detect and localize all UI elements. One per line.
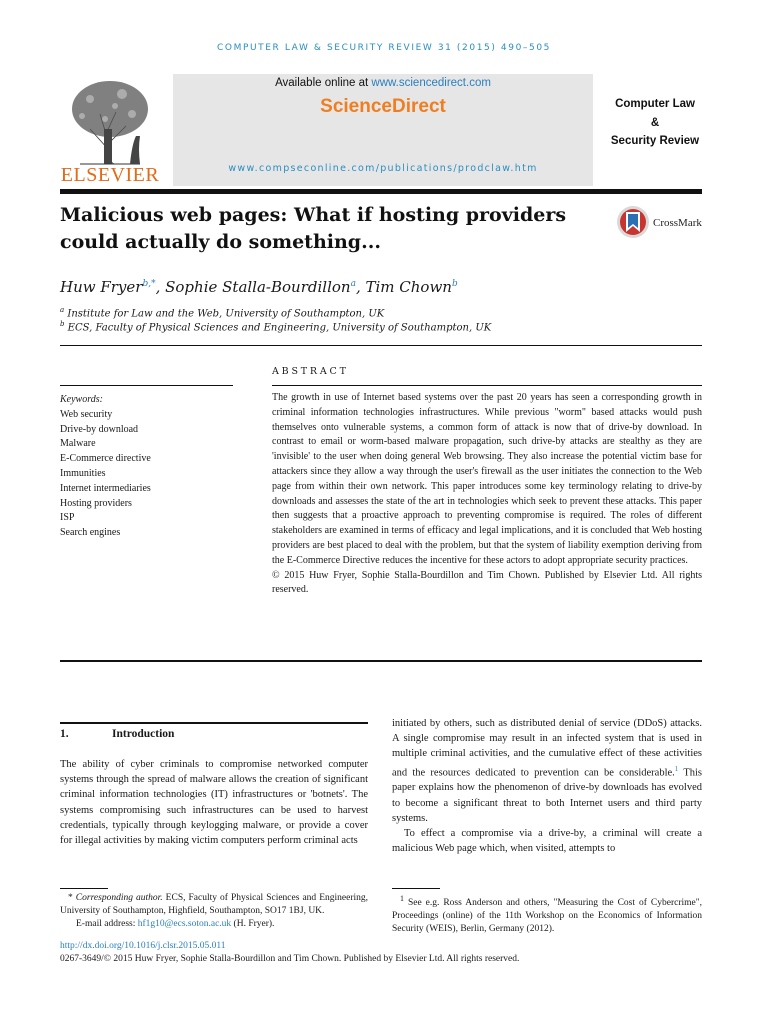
abstract-heading: ABSTRACT — [272, 366, 349, 377]
affiliation-text: ECS, Faculty of Physical Sciences and Engineering, University of Southampton, UK — [67, 322, 492, 334]
footnote-1 — [392, 892, 702, 936]
affiliation-text: Institute for Law and the Web, University of Southampton, UK — [67, 308, 385, 320]
abstract-body — [272, 391, 702, 598]
author-affiliation-marker[interactable]: b,* — [142, 279, 156, 289]
author-name: Sophie Stalla-Bourdillon — [165, 278, 351, 296]
body-paragraph: To effect a compromise via a drive-by, a criminal will create a malicious Web page which, when visited, attempts to — [392, 827, 702, 855]
journal-name-line: Security Review — [610, 135, 700, 147]
available-online-label: Available online at — [275, 77, 372, 89]
author-affiliation-marker[interactable]: b — [451, 279, 458, 289]
body-paragraph — [392, 716, 702, 826]
journal-name-line: Computer Law — [615, 98, 695, 110]
crossmark-label[interactable]: CrossMark — [653, 217, 702, 229]
footnote-marker: 1 — [400, 894, 404, 903]
abstract-copyright: © 2015 Huw Fryer, Sophie Stalla-Bourdillon and Tim Chown. Published by Elsevier Ltd. All rights reserved. — [272, 569, 702, 596]
sciencedirect-wordmark: ScienceDirect — [320, 96, 446, 117]
elsevier-logo-word: ELSEVIER — [60, 164, 160, 186]
footnote-line — [392, 892, 702, 936]
footnote-rule — [392, 888, 440, 889]
footnote-corresponding-author — [60, 892, 368, 931]
body-text: initiated by others, such as distributed denial of service (DDoS) attacks. A single compromise may result in an infected system that is used in multiple criminal activities, and the cumulative effect of these activities and the resources dedicated to prevention can be considerable. — [392, 718, 702, 779]
keywords-block — [60, 393, 240, 541]
keyword: Immunities — [60, 467, 106, 479]
section-number: 1. — [60, 728, 69, 740]
section-heading-rule — [60, 722, 368, 724]
footnote-email-line — [60, 918, 368, 931]
keyword: Web security — [60, 408, 113, 420]
affiliation — [60, 320, 700, 333]
keyword: E-Commerce directive — [60, 453, 151, 465]
keyword: Drive-by download — [60, 423, 139, 435]
header-rule — [60, 189, 702, 194]
title-line: could actually do something... — [60, 231, 381, 253]
keywords-title: Keywords: — [60, 394, 103, 405]
body-text: This paper explains how the phenomenon of drive-by downloads has evolved to become a significant threat to both Internet users and third party systems. — [392, 767, 702, 824]
author-name: Huw Fryer — [60, 278, 143, 296]
journal-name — [600, 95, 710, 151]
affiliation-marker: a — [60, 306, 65, 314]
keyword: Internet intermediaries — [60, 482, 151, 494]
journal-url-link[interactable]: www.compseconline.com/publications/prodclaw.htm — [228, 163, 538, 174]
affiliation — [60, 306, 700, 319]
footnote-marker: * — [68, 893, 76, 903]
footnote-label: Corresponding author. — [75, 893, 163, 903]
sciencedirect-link[interactable]: www.sciencedirect.com — [371, 77, 491, 89]
abstract-end-rule — [60, 660, 702, 662]
footnote-text: See e.g. Ross Anderson and others, "Measuring the Cost of Cybercrime", Proceedings (online) of the 11th Workshop on the Economics of Information Security (WEIS), Berlin, Germany (2012). — [392, 898, 702, 935]
author-list — [60, 278, 700, 296]
body-paragraph: The ability of cyber criminals to compromise networked computer systems through the spread of malware allows the creation of significant criminal information technologies (IT) infrastructures or 'botnets'. The systems compromising such infrastructures can be used to harvest credentials, typically through keylogging malware, or provide a cover for illegal activities by making victim computers perform criminal acts — [60, 759, 368, 847]
keyword: Malware — [60, 438, 96, 450]
footnote-ref[interactable]: 1 — [674, 764, 679, 773]
email-label: E-mail address: — [76, 919, 138, 929]
issn-copyright: 0267-3649/© 2015 Huw Fryer, Sophie Stalla-Bourdillon and Tim Chown. Published by Elsevier Ltd. All rights reserved. — [60, 954, 520, 964]
author-name: Tim Chown — [365, 278, 452, 296]
available-online — [173, 77, 593, 89]
abstract-rule — [272, 385, 702, 386]
body-column-left — [60, 757, 368, 848]
section-heading — [60, 728, 174, 740]
author-separator: , — [355, 278, 366, 296]
footnote-rule — [60, 888, 108, 889]
keyword: ISP — [60, 512, 75, 524]
journal-name-line: & — [650, 116, 660, 129]
footnote-line — [60, 892, 368, 918]
footnote-text: ECS, Faculty of Physical Sciences and Engineering, University of Southampton, Highfield, Southampton, SO17 1BJ, UK. — [60, 893, 369, 916]
author-separator: , — [155, 278, 166, 296]
abstract-text: The growth in use of Internet based systems over the past 20 years has seen a corresponding growth in criminal information technologies infrastructures. While previous "worm" based attacks would push themselves onto vulnerable systems, a common form of attack is now that of drive-by download. In contrast to email or worm-based malware propagation, such drive-by attacks are stealthy as they are 'invisible' to the user when doing general Web browsing. They also increase the potential victim base for attackers since they allow a way through the user's firewall as the user initiates the connection to the Web page from within their own network. This paper introduces some key terminology relating to drive-by downloads and assesses the state of the art in technologies which seek to prevent these attacks. This paper then suggests that a proactive approach to preventing compromise is required. The roles of different stakeholders are examined in terms of efficacy and legal implications, and it is concluded that Web hosting providers are best placed to deal with the problem, but that the system of liability exemption deriving from the E-Commerce Directive reduces the incentive for these actors to adopt appropriate security practices. — [272, 392, 702, 566]
body-column-right — [392, 716, 702, 856]
keyword: Hosting providers — [60, 497, 132, 509]
section-rule — [60, 345, 702, 346]
article-title — [60, 202, 600, 256]
author-affiliation-marker[interactable]: a — [350, 279, 356, 289]
keyword: Search engines — [60, 527, 121, 539]
email-suffix: (H. Fryer). — [231, 919, 275, 929]
title-line: Malicious web pages: What if hosting providers — [60, 204, 567, 226]
doi-link[interactable]: http://dx.doi.org/10.1016/j.clsr.2015.05.011 — [60, 941, 226, 951]
affiliation-marker: b — [60, 320, 65, 328]
section-title: Introduction — [112, 728, 175, 740]
keywords-rule — [60, 385, 233, 386]
email-link[interactable]: hf1g10@ecs.soton.ac.uk — [137, 919, 232, 929]
running-head: COMPUTER LAW & SECURITY REVIEW 31 (2015) 490–505 — [217, 43, 551, 53]
